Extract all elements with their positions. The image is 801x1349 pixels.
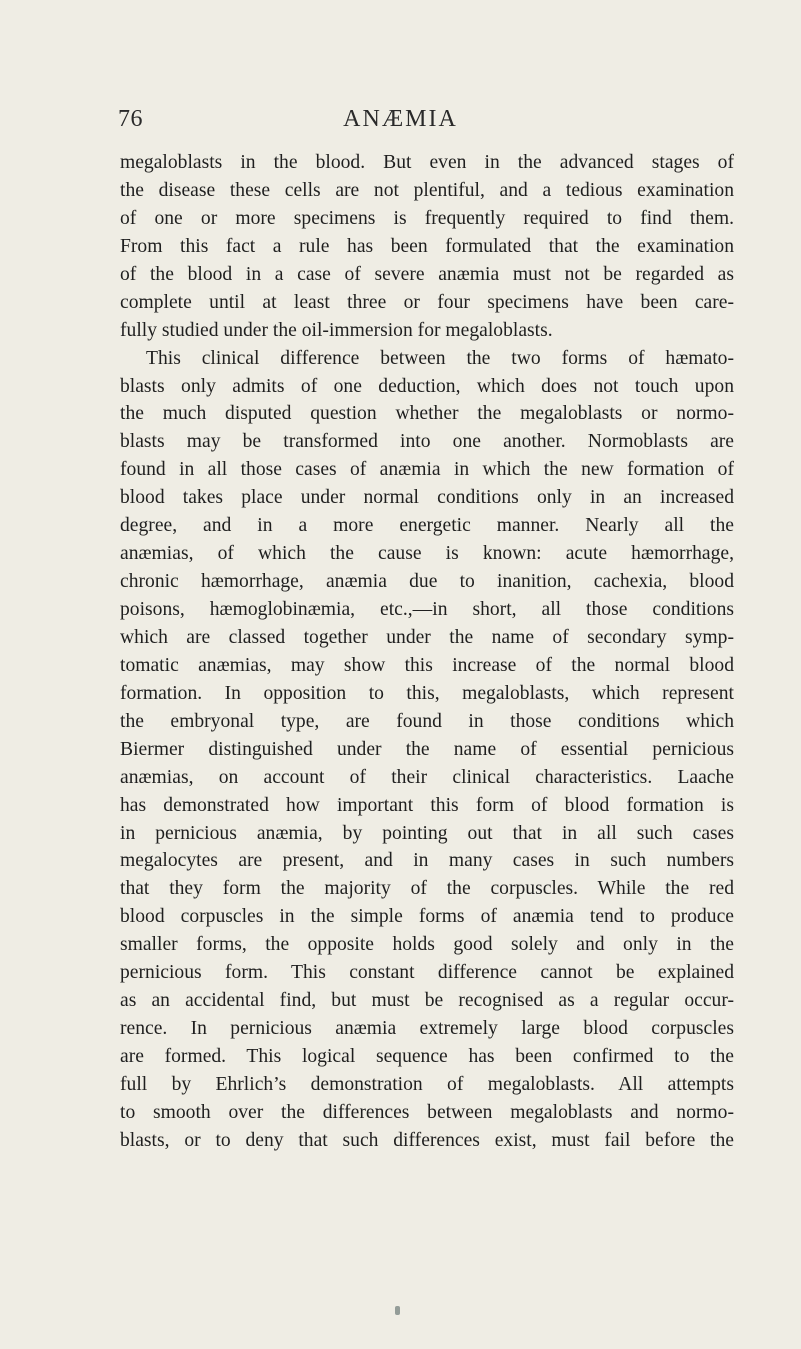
text-line: the much disputed question whether the megaloblasts or normo- — [120, 403, 734, 425]
text-line: blood takes place under normal conditions only in an increased — [120, 487, 734, 509]
text-line: blasts may be transformed into one another. Normoblasts are — [120, 431, 734, 453]
text-line: fully studied under the oil-immersion for megaloblasts. — [120, 319, 553, 341]
text-line: are formed. This logical sequence has been confirmed to the — [120, 1046, 734, 1067]
running-head: ANÆMIA — [343, 106, 458, 132]
text-line: the disease these cells are not plentiful, and a tedious examination — [120, 179, 734, 201]
text-line: that they form the majority of the corpuscles. While the red — [120, 878, 734, 900]
text-line: as an accidental find, but must be recognised as a regular occur- — [120, 990, 734, 1012]
text-line: megaloblasts in the blood. But even in the advanced stages of — [120, 152, 734, 173]
text-line: rence. In pernicious anæmia extremely large blood corpuscles — [120, 1018, 734, 1040]
text-line: degree, and in a more energetic manner. Nearly all the — [120, 515, 734, 537]
text-line: blasts only admits of one deduction, which does not touch upon — [120, 375, 734, 397]
text-line: of one or more specimens is frequently required to find them. — [120, 207, 734, 229]
text-line: which are classed together under the name of secondary symp- — [120, 626, 734, 648]
text-line: in pernicious anæmia, by pointing out that in all such cases — [120, 822, 734, 844]
text-line: tomatic anæmias, may show this increase of the normal blood — [120, 654, 734, 676]
text-line: blasts, or to deny that such differences exist, must fail before the — [120, 1129, 734, 1151]
text-line: of the blood in a case of severe anæmia must not be regarded as — [120, 263, 734, 285]
text-line: Biermer distinguished under the name of essential pernicious — [120, 738, 734, 760]
text-line: chronic hæmorrhage, anæmia due to inanition, cachexia, blood — [120, 571, 734, 593]
text-line: anæmias, of which the cause is known: acute hæmorrhage, — [120, 543, 734, 565]
text-line: found in all those cases of anæmia in which the new formation of — [120, 459, 734, 481]
text-line: the embryonal type, are found in those conditions which — [120, 710, 734, 732]
text-line: to smooth over the differences between megaloblasts and normo- — [120, 1101, 734, 1123]
text-line: full by Ehrlich’s demonstration of megaloblasts. All attempts — [120, 1073, 734, 1095]
text-line: anæmias, on account of their clinical characteristics. Laache — [120, 766, 734, 788]
text-line: poisons, hæmoglobinæmia, etc.,—in short, all those conditions — [120, 599, 734, 620]
text-line: complete until at least three or four specimens have been care- — [120, 291, 734, 313]
text-line: From this fact a rule has been formulated that the examination — [120, 235, 734, 257]
page-number: 76 — [118, 106, 143, 132]
text-line: formation. In opposition to this, megaloblasts, which represent — [120, 682, 734, 704]
text-line: smaller forms, the opposite holds good solely and only in the — [120, 934, 734, 956]
body-text — [120, 149, 734, 1155]
ink-smudge — [395, 1306, 400, 1315]
text-line: megalocytes are present, and in many cases in such numbers — [120, 850, 734, 872]
text-line: blood corpuscles in the simple forms of anæmia tend to produce — [120, 906, 734, 928]
text-line: has demonstrated how important this form of blood formation is — [120, 794, 734, 816]
page-header — [0, 106, 801, 146]
text-line: pernicious form. This constant difference cannot be explained — [120, 962, 734, 984]
paragraph-first-line: This clinical difference between the two forms of hæmato- — [146, 347, 734, 369]
